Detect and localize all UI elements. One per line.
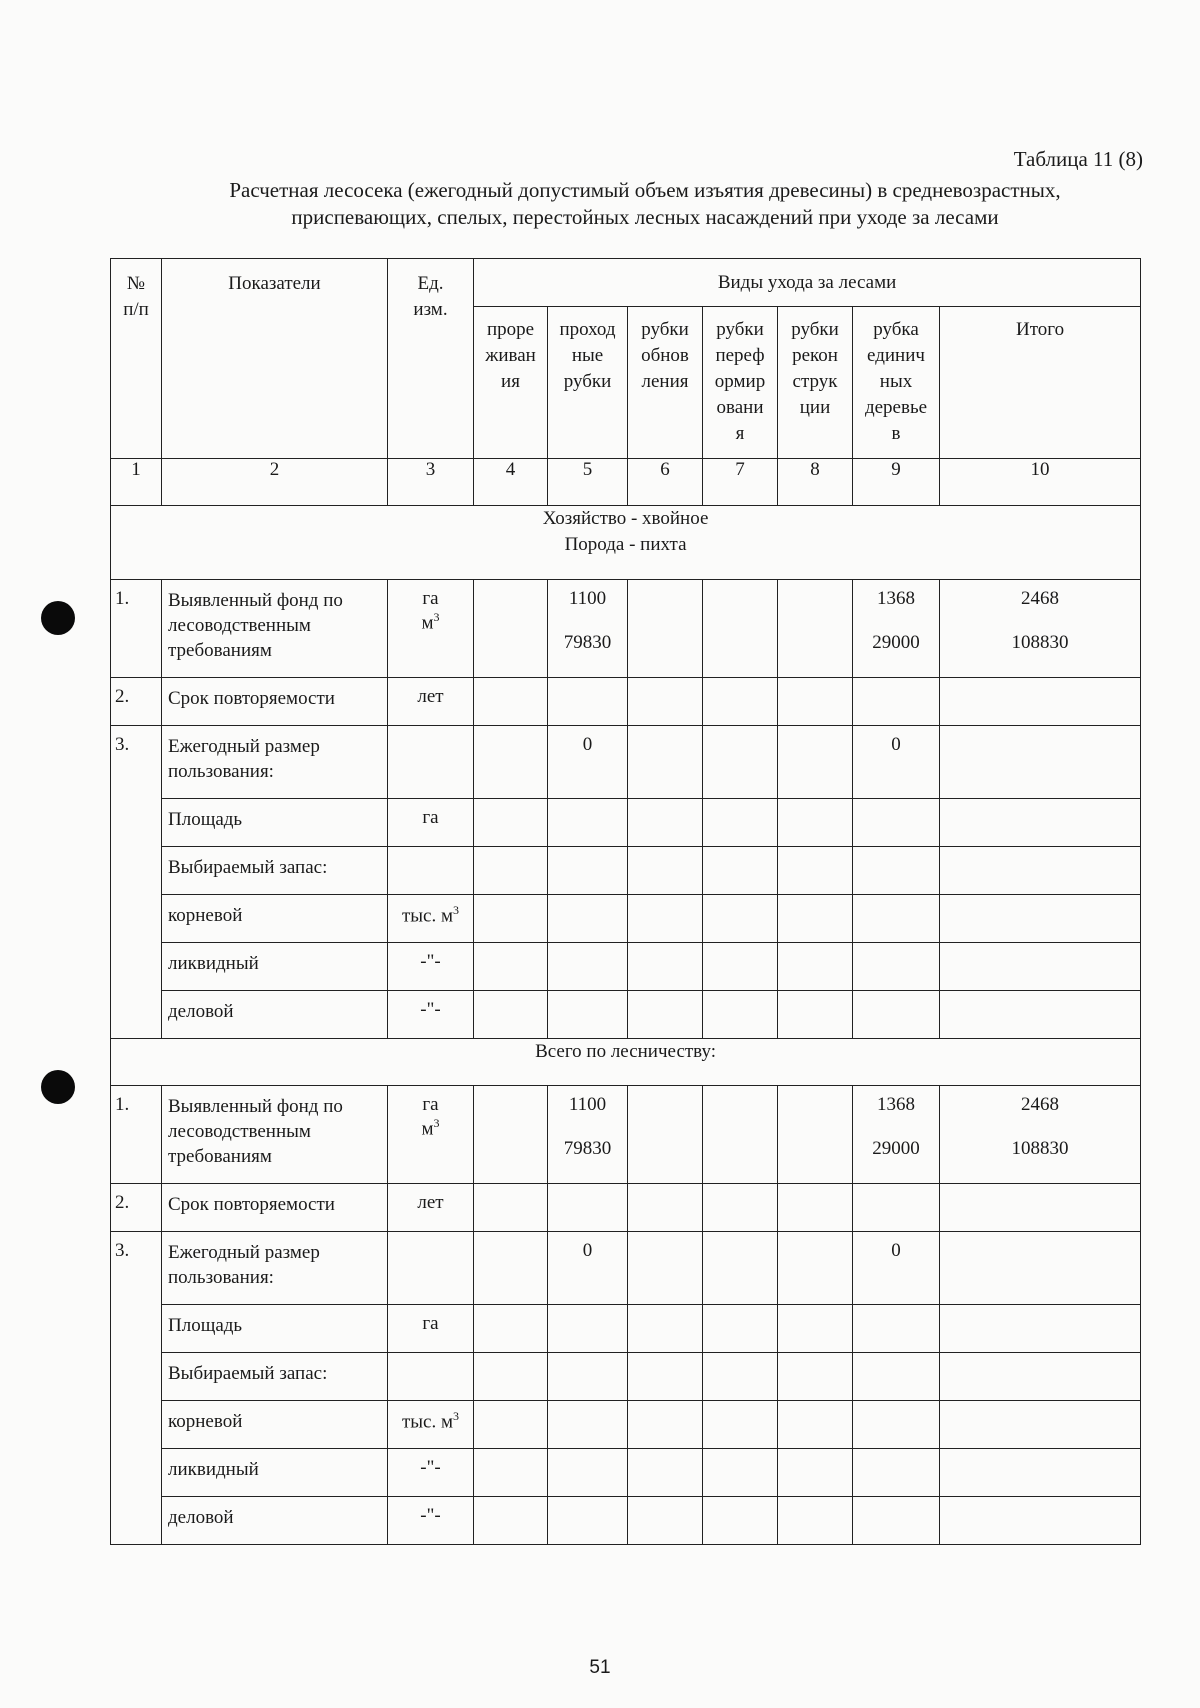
cell-col-8 (778, 1232, 853, 1305)
row-unit (388, 1401, 474, 1449)
header-group: Виды ухода за лесами (474, 259, 1141, 307)
row-number (111, 847, 162, 895)
unit-volume-sup: 3 (433, 610, 440, 624)
cell-total (940, 847, 1141, 895)
row-number (111, 1353, 162, 1401)
title-line-2: приспевающих, спелых, перестойных лесных насаждений при уходе за лесами (291, 205, 999, 229)
cell-col-7 (703, 1232, 778, 1305)
cell-col-5 (548, 847, 628, 895)
row-label: Площадь (162, 1305, 388, 1353)
row-unit (388, 1353, 474, 1401)
col-number: 3 (388, 459, 474, 506)
cell-col-8 (778, 678, 853, 726)
unit-text: тыс. м (401, 1411, 454, 1433)
header-unit-line1: Ед. (417, 273, 444, 294)
cell-col-4 (474, 895, 548, 943)
header-col-7 (703, 307, 778, 459)
header-col-4-l3: ия (501, 371, 520, 392)
cell-total (940, 580, 1141, 678)
header-col-7-l4: овани (716, 397, 764, 418)
cell-total (940, 1401, 1141, 1449)
cell-col-9 (853, 943, 940, 991)
header-unit-line2: изм. (413, 299, 448, 320)
cell-col-5 (548, 1449, 628, 1497)
section-title-line1: Всего по лесничеству: (535, 1041, 717, 1062)
header-unit (388, 259, 474, 459)
cell-col-4 (474, 1305, 548, 1353)
cell-col-7 (703, 1086, 778, 1184)
cell-total (940, 678, 1141, 726)
binder-hole-bottom (41, 1070, 75, 1104)
cell-col-7 (703, 895, 778, 943)
col-number: 2 (162, 459, 388, 506)
cell-col-8 (778, 991, 853, 1039)
header-no-line2: п/п (123, 299, 149, 320)
header-col-8-l1: рубки (791, 319, 839, 340)
cell-col-6 (628, 580, 703, 678)
cell-total (940, 1184, 1141, 1232)
row-unit: га (388, 799, 474, 847)
cell-col-8 (778, 1449, 853, 1497)
row-label: корневой (162, 895, 388, 943)
header-col-5-l3: рубки (563, 371, 612, 392)
cell-col-4 (474, 1184, 548, 1232)
cell-total (940, 1449, 1141, 1497)
unit-sup: 3 (453, 1409, 460, 1423)
cell-col-9 (853, 991, 940, 1039)
col-number: 8 (778, 459, 853, 506)
cell-total (940, 1232, 1141, 1305)
row-label: Выявленный фонд по лесоводственным требованиям (162, 580, 388, 678)
cell-col-5 (548, 1184, 628, 1232)
cell-total (940, 943, 1141, 991)
cell-total (940, 1497, 1141, 1545)
cell-col-7 (703, 991, 778, 1039)
row-unit: -"- (388, 991, 474, 1039)
row-label: Выбираемый запас: (162, 847, 388, 895)
cell-col-4 (474, 991, 548, 1039)
header-col-7-l2: переф (715, 345, 765, 366)
cell-col-8 (778, 799, 853, 847)
cell-col-9 (853, 1497, 940, 1545)
header-col-7-l1: рубки (716, 319, 764, 340)
unit-area: га (422, 1094, 439, 1115)
cell-col-5 (548, 943, 628, 991)
header-col-7-l3: ормир (714, 371, 766, 392)
row-unit (388, 1232, 474, 1305)
cell-col-6 (628, 1086, 703, 1184)
binder-hole-top (41, 601, 75, 635)
business-row (111, 991, 1141, 1039)
cell-col-7 (703, 580, 778, 678)
value-volume: 108830 (1011, 632, 1069, 653)
row-unit: лет (388, 1184, 474, 1232)
cell-col-6 (628, 895, 703, 943)
header-col-4-l2: живан (485, 345, 536, 366)
cell-col-8 (778, 847, 853, 895)
col-number: 10 (940, 459, 1141, 506)
cell-col-8 (778, 1353, 853, 1401)
fund-row (111, 580, 1141, 678)
cell-col-8 (778, 580, 853, 678)
row-label: Ежегодный размер пользования: (162, 726, 388, 799)
value-volume: 79830 (563, 1138, 612, 1159)
cell-col-8 (778, 1086, 853, 1184)
header-col-8-l2: рекон (792, 345, 838, 366)
cell-col-8 (778, 1497, 853, 1545)
cell-total (940, 1305, 1141, 1353)
value-area: 1100 (568, 588, 607, 609)
cell-col-6 (628, 943, 703, 991)
header-col-8 (778, 307, 853, 459)
row-number (111, 895, 162, 943)
cell-col-4 (474, 1232, 548, 1305)
cell-col-5 (548, 1497, 628, 1545)
cell-col-7 (703, 847, 778, 895)
unit-volume-text: м (421, 1118, 434, 1140)
row-label: деловой (162, 991, 388, 1039)
annual-row (111, 1232, 1141, 1305)
row-unit: лет (388, 678, 474, 726)
row-number: 2. (111, 678, 162, 726)
cell-total (940, 1353, 1141, 1401)
cell-col-5 (548, 1353, 628, 1401)
liquid-row (111, 1449, 1141, 1497)
cell-col-6 (628, 1353, 703, 1401)
header-col-9 (853, 307, 940, 459)
cell-col-6 (628, 678, 703, 726)
cell-col-9 (853, 1401, 940, 1449)
annual-row (111, 726, 1141, 799)
row-label: ликвидный (162, 943, 388, 991)
liquid-row (111, 943, 1141, 991)
row-label: Ежегодный размер пользования: (162, 1232, 388, 1305)
value-volume: 79830 (563, 632, 612, 653)
header-indicators: Показатели (162, 259, 388, 459)
area-row (111, 799, 1141, 847)
table-title (150, 177, 1140, 231)
header-col-6-l1: рубки (641, 319, 689, 340)
section-header-row (111, 1039, 1141, 1086)
header-col-9-l5: в (891, 423, 901, 444)
cell-col-6 (628, 799, 703, 847)
value-area: 2468 (1021, 1094, 1060, 1115)
cell-col-9 (853, 799, 940, 847)
row-number (111, 1401, 162, 1449)
row-unit (388, 847, 474, 895)
cell-col-8 (778, 1184, 853, 1232)
value-volume: 29000 (872, 1138, 920, 1159)
header-col-9-l1: рубка (873, 319, 919, 340)
cell-total (940, 1086, 1141, 1184)
row-unit (388, 580, 474, 678)
row-unit (388, 1086, 474, 1184)
section-title (111, 506, 1141, 580)
header-col-5-l2: ные (571, 345, 604, 366)
unit-volume-text: м (421, 612, 434, 634)
section-title-line1: Хозяйство - хвойное (542, 508, 709, 529)
row-label: деловой (162, 1497, 388, 1545)
header-col-6-l2: обнов (641, 345, 689, 366)
header-col-10-l1: Итого (1016, 319, 1065, 340)
row-label: Площадь (162, 799, 388, 847)
row-number (111, 943, 162, 991)
cell-col-7 (703, 1305, 778, 1353)
row-number (111, 1305, 162, 1353)
cell-col-4 (474, 1086, 548, 1184)
table-reference: Таблица 11 (8) (1013, 147, 1143, 171)
section-header-row (111, 506, 1141, 580)
root-row (111, 895, 1141, 943)
cell-col-9: 0 (853, 1232, 940, 1305)
cell-col-5 (548, 799, 628, 847)
row-label: ликвидный (162, 1449, 388, 1497)
row-number (111, 1449, 162, 1497)
cell-col-6 (628, 847, 703, 895)
cell-col-6 (628, 1184, 703, 1232)
header-col-10 (940, 307, 1141, 459)
cell-col-4 (474, 1449, 548, 1497)
cell-col-5 (548, 1401, 628, 1449)
header-col-6-l3: ления (641, 371, 689, 392)
business-row (111, 1497, 1141, 1545)
cell-col-6 (628, 991, 703, 1039)
title-line-1: Расчетная лесосека (ежегодный допустимый объем изъятия древесины) в средневозрастных, (229, 178, 1061, 202)
cell-col-7 (703, 1184, 778, 1232)
value-area: 1368 (877, 1094, 915, 1115)
cell-col-9 (853, 847, 940, 895)
header-col-6 (628, 307, 703, 459)
cell-col-9 (853, 1353, 940, 1401)
unit-area: га (422, 588, 439, 609)
value-volume: 108830 (1011, 1138, 1069, 1159)
cell-col-7 (703, 1401, 778, 1449)
cell-total (940, 991, 1141, 1039)
cell-col-5 (548, 1305, 628, 1353)
header-col-4-l1: проре (486, 319, 535, 340)
value-area: 2468 (1021, 588, 1060, 609)
cell-col-5 (548, 580, 628, 678)
header-col-4 (474, 307, 548, 459)
logging-table (110, 258, 1141, 1545)
col-number: 1 (111, 459, 162, 506)
header-col-5 (548, 307, 628, 459)
cell-col-4 (474, 1401, 548, 1449)
cell-total (940, 726, 1141, 799)
col-number: 9 (853, 459, 940, 506)
col-number: 7 (703, 459, 778, 506)
row-number (111, 799, 162, 847)
row-number: 1. (111, 1086, 162, 1184)
cell-col-4 (474, 943, 548, 991)
cell-col-5 (548, 678, 628, 726)
row-unit (388, 726, 474, 799)
cell-col-8 (778, 895, 853, 943)
row-unit: -"- (388, 1449, 474, 1497)
cell-col-5 (548, 895, 628, 943)
cell-col-4 (474, 580, 548, 678)
cell-col-7 (703, 1353, 778, 1401)
row-label: корневой (162, 1401, 388, 1449)
row-label: Срок повторяемости (162, 678, 388, 726)
cell-col-9 (853, 1086, 940, 1184)
section-title-line2: Порода - пихта (564, 534, 687, 555)
header-row-1 (111, 259, 1141, 307)
cell-total (940, 799, 1141, 847)
section-title (111, 1039, 1141, 1086)
unit-volume (388, 1116, 473, 1140)
row-unit: -"- (388, 943, 474, 991)
cell-col-4 (474, 1497, 548, 1545)
row-number (111, 991, 162, 1039)
header-col-9-l2: единич (867, 345, 925, 366)
cell-col-9: 0 (853, 726, 940, 799)
cell-col-6 (628, 726, 703, 799)
cell-col-9 (853, 1449, 940, 1497)
unit-volume-sup: 3 (433, 1116, 440, 1130)
root-row (111, 1401, 1141, 1449)
row-unit: га (388, 1305, 474, 1353)
col-number: 4 (474, 459, 548, 506)
row-label: Выявленный фонд по лесоводственным требованиям (162, 1086, 388, 1184)
row-number: 2. (111, 1184, 162, 1232)
area-row (111, 1305, 1141, 1353)
cell-total (940, 895, 1141, 943)
cell-col-8 (778, 726, 853, 799)
row-number: 3. (111, 726, 162, 799)
cell-col-4 (474, 847, 548, 895)
cell-col-9 (853, 580, 940, 678)
cell-col-6 (628, 1401, 703, 1449)
cell-col-8 (778, 1305, 853, 1353)
cell-col-9 (853, 1184, 940, 1232)
unit-text: тыс. м (401, 905, 454, 927)
row-unit (388, 895, 474, 943)
cell-col-7 (703, 1449, 778, 1497)
cell-col-9 (853, 678, 940, 726)
cell-col-8 (778, 943, 853, 991)
cell-col-9 (853, 1305, 940, 1353)
unit-sup: 3 (453, 903, 460, 917)
header-col-8-l3: струк (792, 371, 838, 392)
cell-col-4 (474, 678, 548, 726)
cell-col-6 (628, 1497, 703, 1545)
cell-col-7 (703, 726, 778, 799)
value-area: 1100 (568, 1094, 607, 1115)
cell-col-6 (628, 1305, 703, 1353)
header-col-7-l5: я (735, 423, 745, 444)
cell-col-6 (628, 1449, 703, 1497)
page-number: 51 (589, 1657, 611, 1678)
stock-row (111, 847, 1141, 895)
fund-row (111, 1086, 1141, 1184)
col-number: 6 (628, 459, 703, 506)
cell-col-5 (548, 991, 628, 1039)
row-number: 3. (111, 1232, 162, 1305)
header-col-5-l1: проход (559, 319, 616, 340)
row-number (111, 1497, 162, 1545)
header-no-line1: № (126, 273, 146, 294)
header-no (111, 259, 162, 459)
cell-col-7 (703, 943, 778, 991)
cell-col-5: 0 (548, 1232, 628, 1305)
cell-col-9 (853, 895, 940, 943)
cell-col-5: 0 (548, 726, 628, 799)
column-numbers-row (111, 459, 1141, 506)
cell-col-4 (474, 799, 548, 847)
cell-col-7 (703, 799, 778, 847)
value-volume: 29000 (872, 632, 920, 653)
value-area: 1368 (877, 588, 915, 609)
row-unit: -"- (388, 1497, 474, 1545)
row-label: Срок повторяемости (162, 1184, 388, 1232)
unit-volume (388, 610, 473, 634)
row-number: 1. (111, 580, 162, 678)
cell-col-7 (703, 1497, 778, 1545)
cell-col-5 (548, 1086, 628, 1184)
cell-col-7 (703, 678, 778, 726)
cell-col-8 (778, 1401, 853, 1449)
col-number: 5 (548, 459, 628, 506)
header-col-8-l4: ции (799, 397, 831, 418)
period-row (111, 678, 1141, 726)
header-col-9-l3: ных (879, 371, 913, 392)
cell-col-4 (474, 726, 548, 799)
stock-row (111, 1353, 1141, 1401)
header-col-9-l4: деревье (864, 397, 928, 418)
cell-col-4 (474, 1353, 548, 1401)
cell-col-6 (628, 1232, 703, 1305)
row-label: Выбираемый запас: (162, 1353, 388, 1401)
period-row (111, 1184, 1141, 1232)
